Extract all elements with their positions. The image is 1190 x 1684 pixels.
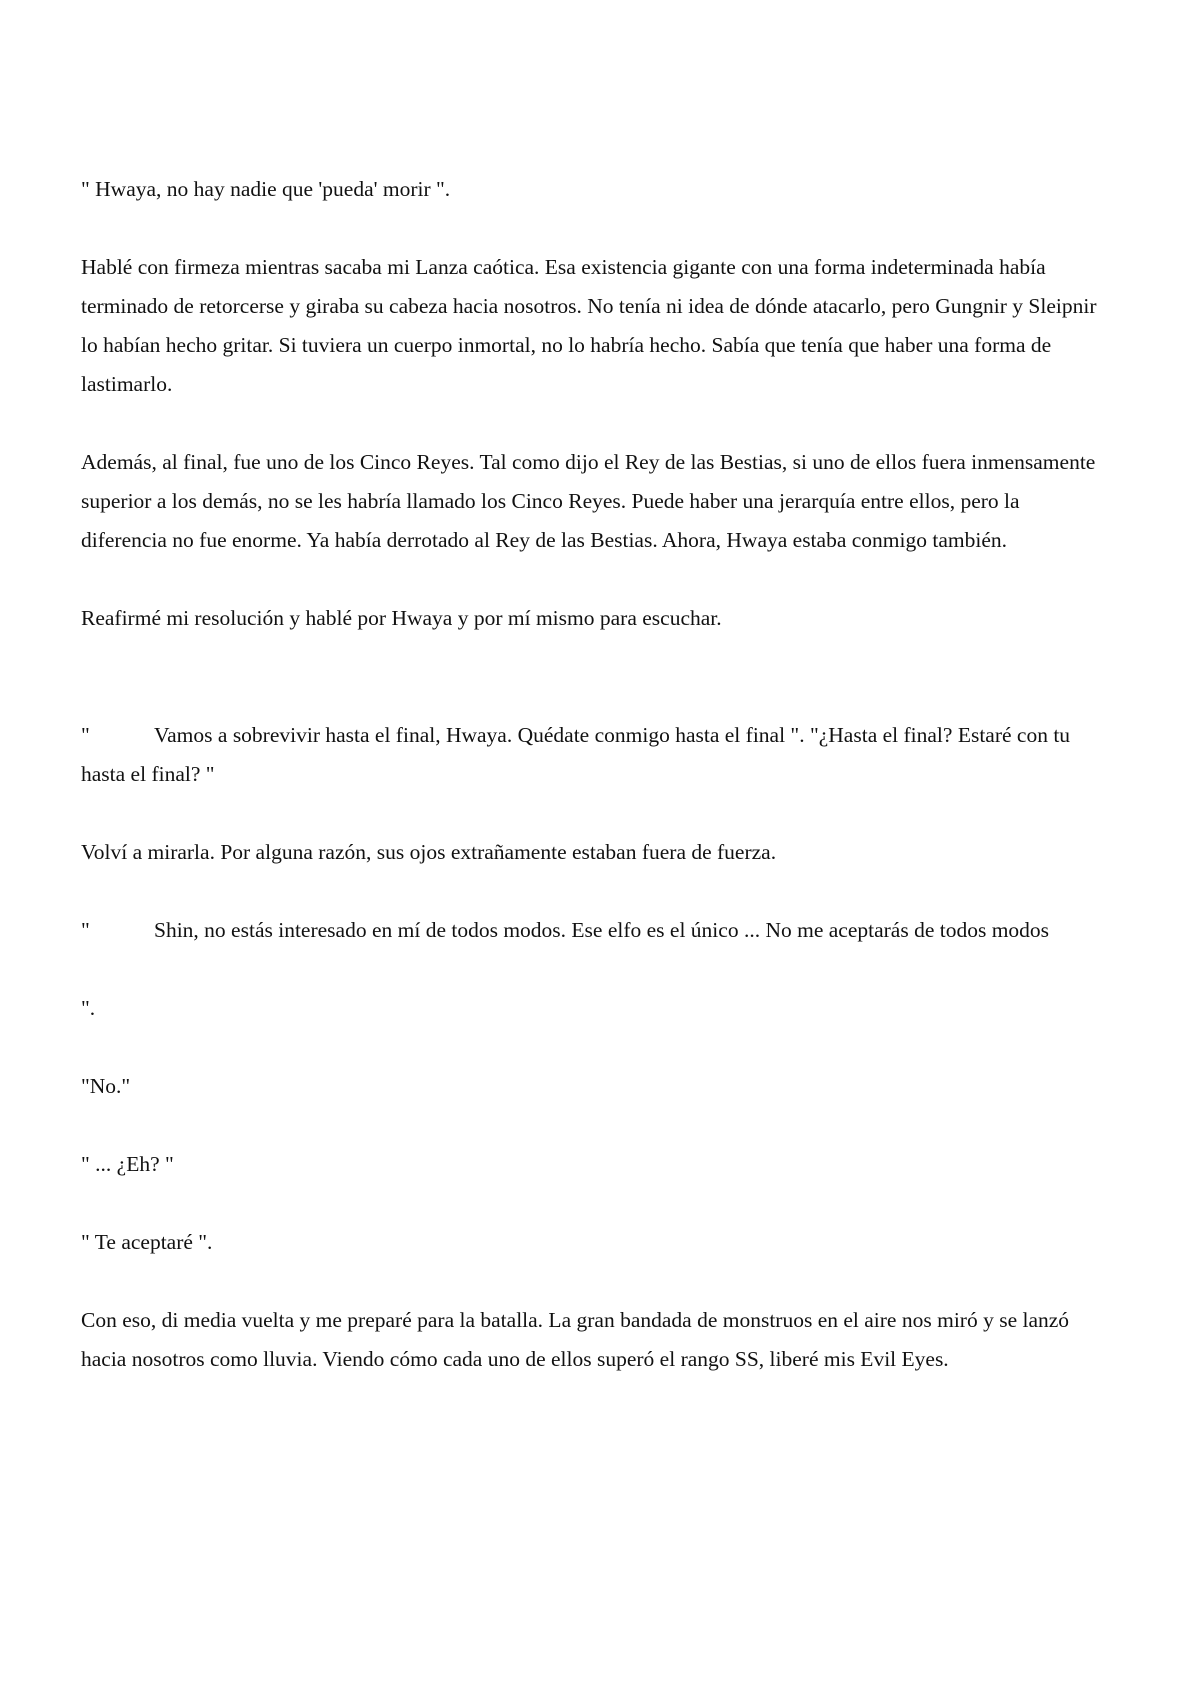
- paragraph-5-text: Vamos a sobrevivir hasta el final, Hwaya. Quédate conmigo hasta el final ". "¿Hasta el final? Estaré con tu hasta el final? ": [81, 723, 1071, 786]
- opening-quote: ": [81, 918, 90, 942]
- paragraph-10: " ... ¿Eh? ": [81, 1152, 174, 1176]
- paragraph-4: Reafirmé mi resolución y hablé por Hwaya y por mí mismo para escuchar.: [81, 606, 722, 630]
- opening-quote: ": [81, 723, 90, 747]
- paragraph-9: "No.": [81, 1074, 131, 1098]
- paragraph-7: [81, 911, 1101, 950]
- paragraph-8: ".: [81, 996, 96, 1020]
- paragraph-11: " Te aceptaré ".: [81, 1230, 213, 1254]
- paragraph-12: Con eso, di media vuelta y me preparé para la batalla. La gran bandada de monstruos en el aire nos miró y se lanzó hacia nosotros como lluvia. Viendo cómo cada uno de ellos superó el rango SS, liberé mis Evil Eyes.: [81, 1308, 1070, 1371]
- paragraph-2: Hablé con firmeza mientras sacaba mi Lanza caótica. Esa existencia gigante con una forma indeterminada había terminado de retorcerse y giraba su cabeza hacia nosotros. No tenía ni idea de dónde atacarlo, pero Gungnir y Sleipnir lo habían hecho gritar. Si tuviera un cuerpo inmortal, no lo habría hecho. Sabía que tenía que haber una forma de lastimarlo.: [81, 255, 1097, 396]
- paragraph-6: Volví a mirarla. Por alguna razón, sus ojos extrañamente estaban fuera de fuerza.: [81, 840, 777, 864]
- paragraph-1: " Hwaya, no hay nadie que 'pueda' morir ".: [81, 177, 451, 201]
- paragraph-7-text: Shin, no estás interesado en mí de todos modos. Ese elfo es el único ... No me aceptarás de todos modos: [154, 918, 1050, 942]
- document-page: [81, 170, 1101, 1379]
- paragraph-3: Además, al final, fue uno de los Cinco Reyes. Tal como dijo el Rey de las Bestias, si uno de ellos fuera inmensamente superior a los demás, no se les habría llamado los Cinco Reyes. Puede haber una jerarquía entre ellos, pero la diferencia no fue enorme. Ya había derrotado al Rey de las Bestias. Ahora, Hwaya estaba conmigo también.: [81, 450, 1096, 552]
- paragraph-5: [81, 716, 1101, 794]
